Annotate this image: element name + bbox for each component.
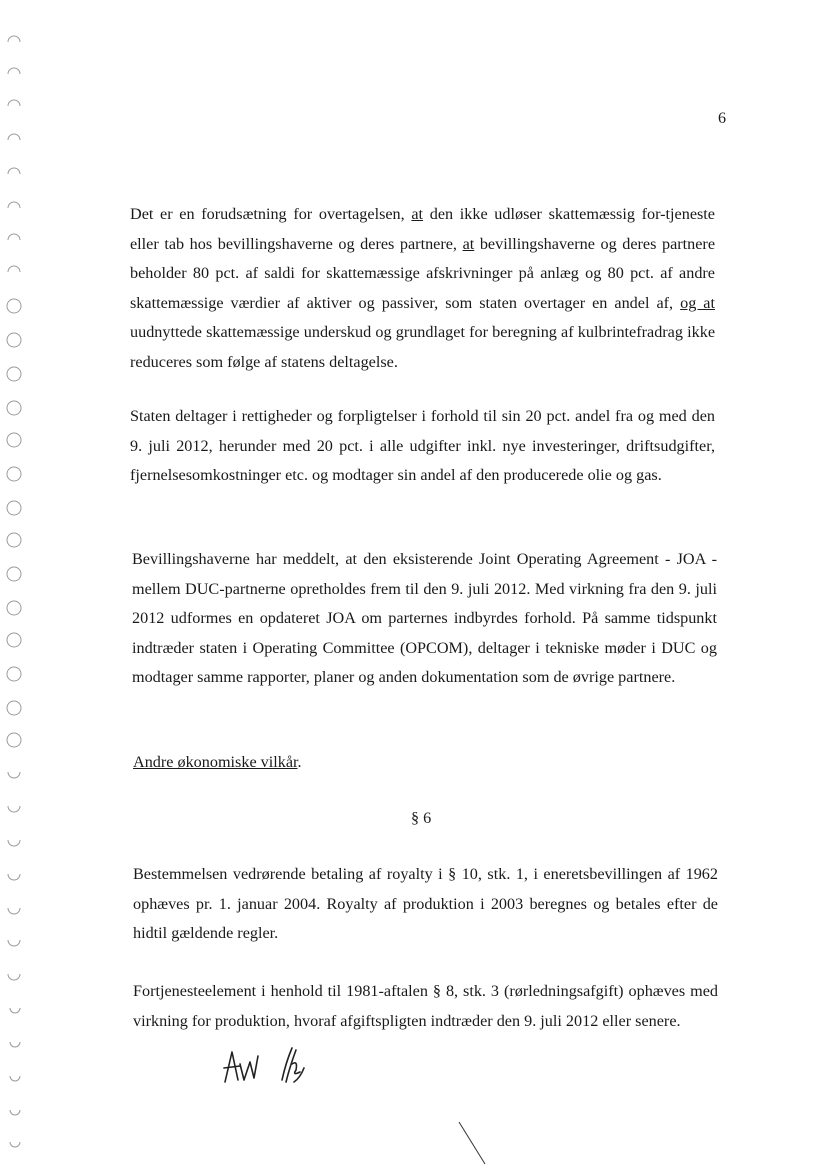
heading-text: Andre økonomiske vilkår [133,753,298,771]
text-segment: Det er en forudsætning for overtagelsen, [130,205,412,223]
text-segment: bevillingshaverne og deres partnere beholder 80 pct. af saldi for skattemæssige afskrivninger på anlæg og 80 pct. af andre skattemæssige værdier af aktiver og passiver, som staten overtager en andel af, [130,234,715,312]
paragraph-joint-operating-agreement: Bevillingshaverne har meddelt, at den eksisterende Joint Operating Agreement - JOA - mellem DUC-partnerne opretholdes frem til den 9. juli 2012. Med virkning fra den 9. juli 2012 udformes en opdateret JOA om parternes indbyrdes forhold. På samme tidspunkt indtræder staten i Operating Committee (OPCOM), deltager i tekniske møder i DUC og modtager samme rapporter, planer og anden dokumentation som de øvrige partnere. [132,550,717,686]
section-heading [133,748,302,778]
paragraph-takeover-condition [130,200,715,377]
handwritten-signature [222,1042,322,1088]
binder-holes [0,0,40,1170]
heading-suffix: . [297,753,302,771]
underlined-og-at: og at [680,293,715,312]
paragraph-royalty: Bestemmelsen vedrørende betaling af royalty i § 10, stk. 1, i eneretsbevillingen af 1962 ophæves pr. 1. januar 2004. Royalty af produktion i 2003 beregnes og betales efter de hidtil gældende regler. [133,865,718,942]
page-number: 6 [718,110,726,127]
underlined-at: at [411,205,424,223]
section-mark: § 6 [411,809,432,827]
paragraph-profit-element: Fortjenesteelement i henhold til 1981-aftalen § 8, stk. 3 (rørledningsafgift) ophæves med virkning for produktion, hvoraf afgiftspligten indtræder den 9. juli 2012 eller senere. [133,982,718,1030]
text-segment: uudnyttede skattemæssige underskud og grundlaget for beregning af kulbrintefradrag ikke reduceres som følge af statens deltagelse. [130,323,715,371]
underlined-at: at [462,234,475,253]
stray-pen-stroke [455,1118,495,1168]
paragraph-state-participation: Staten deltager i rettigheder og forpligtelser i forhold til sin 20 pct. andel fra og med den 9. juli 2012, herunder med 20 pct. i alle udgifter inkl. nye investeringer, driftsudgifter, fjernelsesomkostninger etc. og modtager sin andel af den producerede olie og gas. [130,407,715,484]
text-segment: den ikke udløser skattemæssig for-tjeneste eller tab hos bevillingshaverne og deres partnere, [130,205,715,253]
